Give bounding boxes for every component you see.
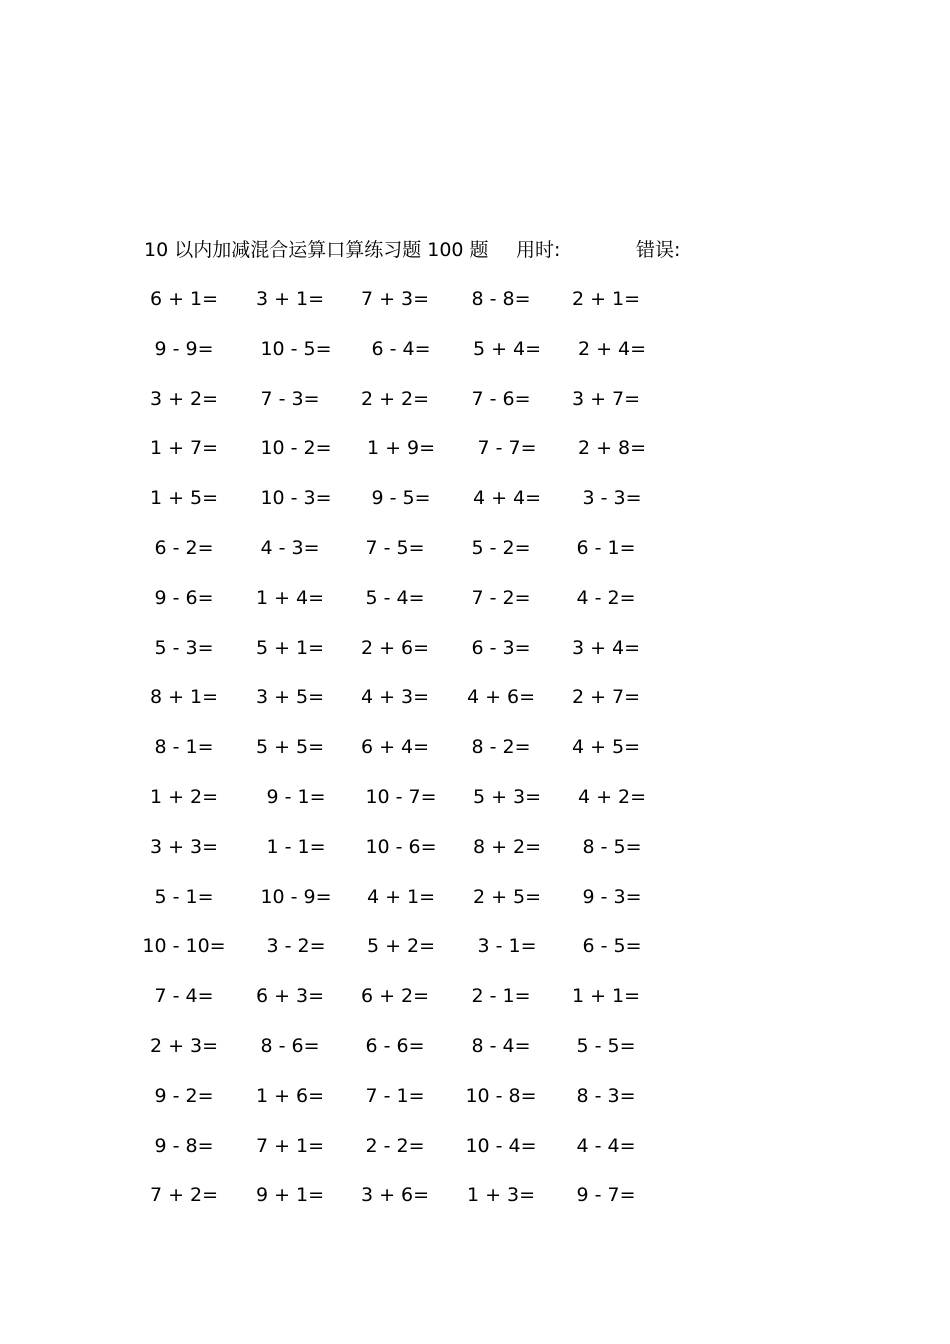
problem-item: 3 - 2=: [266, 935, 326, 958]
problem-row: [0, 1180, 950, 1230]
problem-item: 1 + 5=: [149, 487, 219, 510]
problem-item: 5 - 3=: [154, 636, 214, 659]
problem-item: 10 - 2=: [260, 437, 332, 460]
problem-item: 8 + 2=: [472, 835, 542, 858]
problem-row: [0, 832, 950, 882]
problem-item: 5 - 4=: [365, 586, 425, 609]
problem-item: 7 - 4=: [154, 985, 214, 1008]
problem-item: 1 - 1=: [266, 835, 326, 858]
problem-item: 2 + 7=: [571, 686, 641, 709]
problem-item: 6 - 4=: [371, 337, 431, 360]
problem-item: 10 - 8=: [465, 1084, 537, 1107]
problem-item: 10 - 7=: [365, 785, 437, 808]
problem-item: 3 + 4=: [571, 636, 641, 659]
problem-item: 2 + 4=: [577, 337, 647, 360]
problem-item: 1 + 6=: [255, 1084, 325, 1107]
problem-item: 9 - 1=: [266, 785, 326, 808]
problem-item: 10 - 3=: [260, 487, 332, 510]
problem-item: 1 + 7=: [149, 437, 219, 460]
problem-item: 2 + 1=: [571, 288, 641, 310]
problem-item: 7 + 3=: [360, 288, 430, 310]
problem-row: [0, 583, 950, 633]
problem-item: 9 - 2=: [154, 1084, 214, 1107]
problem-row: [0, 533, 950, 583]
problem-item: 9 - 3=: [582, 885, 642, 908]
problem-item: 7 - 5=: [365, 536, 425, 559]
problem-item: 9 - 7=: [576, 1184, 636, 1207]
problem-item: 1 + 1=: [571, 985, 641, 1008]
problem-item: 9 - 6=: [154, 586, 214, 609]
problem-item: 7 - 2=: [471, 586, 531, 609]
problem-item: 6 + 4=: [360, 736, 430, 759]
problem-item: 10 - 10=: [142, 935, 226, 958]
problem-item: 4 - 2=: [576, 586, 636, 609]
problem-item: 8 - 2=: [471, 736, 531, 759]
time-used-label: 用时:: [516, 239, 561, 261]
problem-row: [0, 682, 950, 732]
problem-item: 10 - 5=: [260, 337, 332, 360]
problem-item: 4 + 2=: [577, 785, 647, 808]
problem-item: 3 + 3=: [149, 835, 219, 858]
problem-item: 7 - 6=: [471, 387, 531, 410]
problem-item: 1 + 2=: [149, 785, 219, 808]
problem-row: [0, 732, 950, 782]
problem-item: 5 - 2=: [471, 536, 531, 559]
problem-row: [0, 782, 950, 832]
problem-item: 1 + 9=: [366, 437, 436, 460]
problem-item: 5 + 4=: [472, 337, 542, 360]
problem-item: 2 + 8=: [577, 437, 647, 460]
problem-item: 6 - 2=: [154, 536, 214, 559]
problem-row: [0, 882, 950, 932]
problem-item: 1 + 3=: [466, 1184, 536, 1207]
problem-item: 8 - 4=: [471, 1034, 531, 1057]
problem-item: 6 - 5=: [582, 935, 642, 958]
problem-item: 2 - 1=: [471, 985, 531, 1008]
problem-item: 3 + 6=: [360, 1184, 430, 1207]
problem-item: 3 + 7=: [571, 387, 641, 410]
problem-item: 5 - 5=: [576, 1034, 636, 1057]
problem-row: [0, 1031, 950, 1081]
problem-item: 10 - 6=: [365, 835, 437, 858]
problem-item: 5 + 3=: [472, 785, 542, 808]
problem-item: 6 - 3=: [471, 636, 531, 659]
problem-item: 8 - 3=: [576, 1084, 636, 1107]
problem-item: 2 + 6=: [360, 636, 430, 659]
problem-row: [0, 433, 950, 483]
problem-item: 4 + 6=: [466, 686, 536, 709]
problem-item: 4 - 4=: [576, 1134, 636, 1157]
problem-item: 6 + 3=: [255, 985, 325, 1008]
problem-item: 5 + 2=: [366, 935, 436, 958]
problem-item: 1 + 4=: [255, 586, 325, 609]
problem-row: [0, 384, 950, 434]
errors-label: 错误:: [636, 239, 681, 261]
problem-item: 4 + 1=: [366, 885, 436, 908]
problem-row: [0, 334, 950, 384]
problem-item: 6 - 6=: [365, 1034, 425, 1057]
problem-item: 7 + 2=: [149, 1184, 219, 1207]
problem-item: 3 + 2=: [149, 387, 219, 410]
problem-item: 10 - 4=: [465, 1134, 537, 1157]
problem-row: [0, 1081, 950, 1131]
worksheet-title: 10 以内加减混合运算口算练习题 100 题: [144, 239, 489, 261]
problem-item: 3 + 1=: [255, 288, 325, 310]
problem-item: 9 - 8=: [154, 1134, 214, 1157]
problem-item: 5 - 1=: [154, 885, 214, 908]
problem-item: 4 + 3=: [360, 686, 430, 709]
problem-item: 10 - 9=: [260, 885, 332, 908]
problem-item: 9 + 1=: [255, 1184, 325, 1207]
problem-item: 3 - 1=: [477, 935, 537, 958]
problem-item: 6 - 1=: [576, 536, 636, 559]
problem-item: 4 + 5=: [571, 736, 641, 759]
problem-item: 8 - 8=: [471, 288, 531, 310]
problem-row: [0, 981, 950, 1031]
problem-item: 3 + 5=: [255, 686, 325, 709]
problem-item: 8 - 1=: [154, 736, 214, 759]
worksheet-header: [144, 236, 844, 264]
problem-item: 7 - 1=: [365, 1084, 425, 1107]
problem-item: 2 + 5=: [472, 885, 542, 908]
problem-row: [0, 1131, 950, 1181]
problem-grid: [0, 284, 950, 1230]
problem-item: 4 - 3=: [260, 536, 320, 559]
problem-item: 3 - 3=: [582, 487, 642, 510]
problem-item: 5 + 5=: [255, 736, 325, 759]
problem-item: 8 - 6=: [260, 1034, 320, 1057]
problem-item: 2 + 3=: [149, 1034, 219, 1057]
problem-row: [0, 931, 950, 981]
problem-item: 7 - 3=: [260, 387, 320, 410]
problem-item: 2 + 2=: [360, 387, 430, 410]
problem-item: 9 - 9=: [154, 337, 214, 360]
problem-item: 4 + 4=: [472, 487, 542, 510]
problem-row: [0, 633, 950, 683]
problem-item: 5 + 1=: [255, 636, 325, 659]
problem-item: 9 - 5=: [371, 487, 431, 510]
problem-item: 7 - 7=: [477, 437, 537, 460]
problem-item: 8 - 5=: [582, 835, 642, 858]
problem-item: 8 + 1=: [149, 686, 219, 709]
problem-item: 6 + 2=: [360, 985, 430, 1008]
problem-row: [0, 284, 950, 334]
problem-item: 2 - 2=: [365, 1134, 425, 1157]
problem-row: [0, 483, 950, 533]
problem-item: 6 + 1=: [149, 288, 219, 310]
problem-item: 7 + 1=: [255, 1134, 325, 1157]
